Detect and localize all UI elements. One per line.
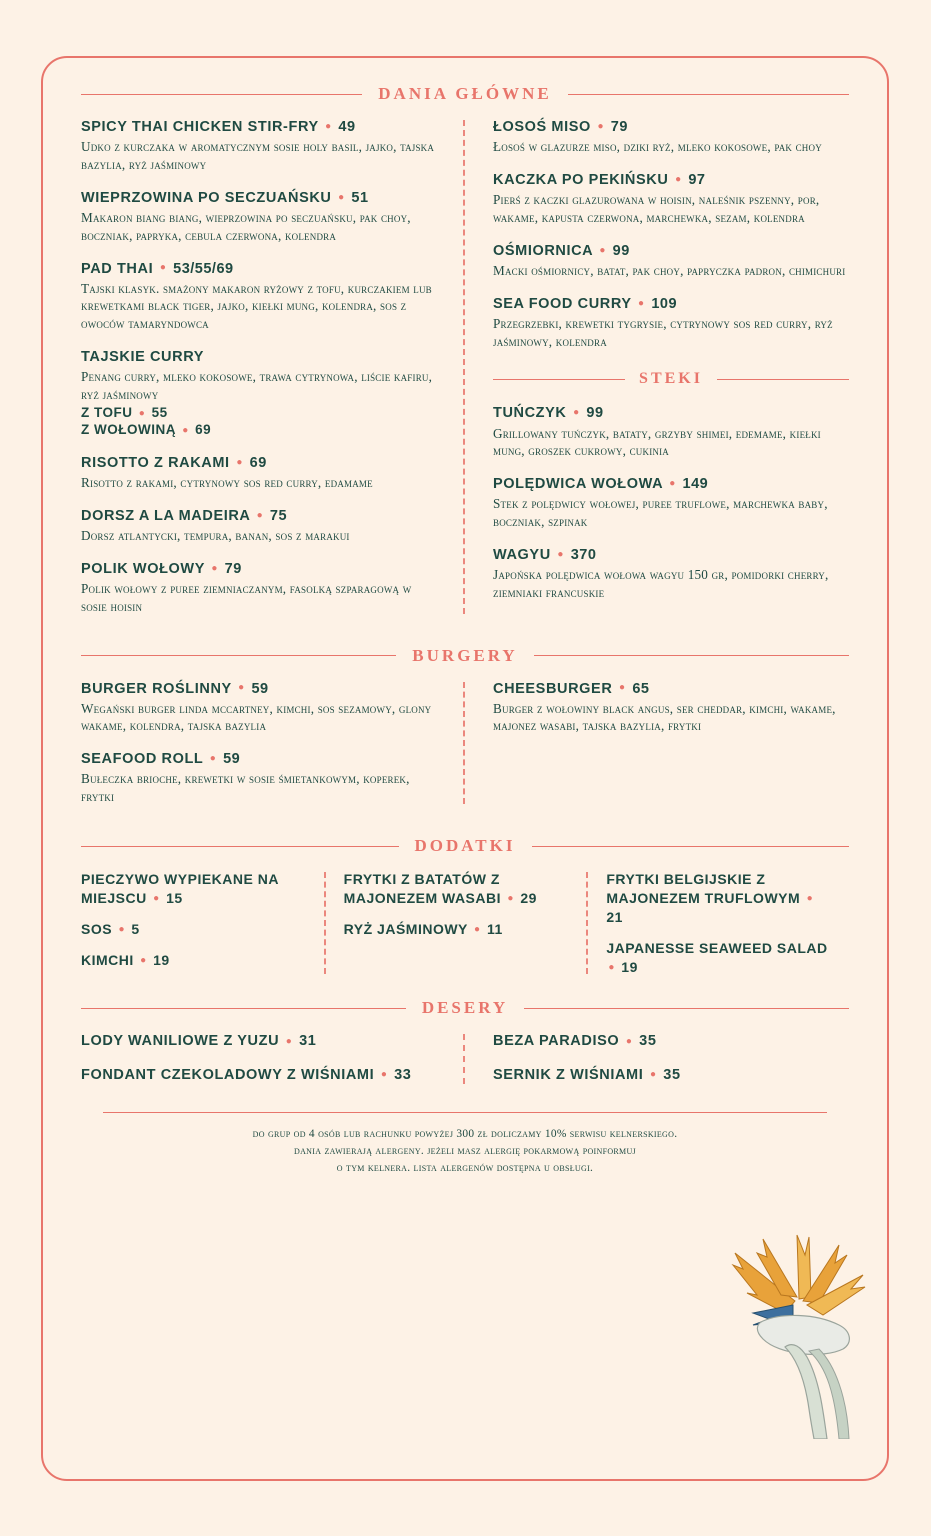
dessert-item-price: 35 (639, 1033, 657, 1050)
side-item-price: 19 (153, 951, 170, 968)
menu-item (81, 260, 437, 334)
menu-item-price: 51 (351, 189, 369, 206)
menu-item-name (493, 404, 849, 422)
menu-item-description: Tajski klasyk. smażony makaron ryżowy z tofu, kurczakiem lub krewetkami black tiger, jajko, kiełki mung, kolendra, sos z owoców tamaryndowca (81, 280, 432, 332)
menu-item-description: Wegański burger linda mccartney, kimchi, sos sezamowy, glony wakame, kolendra, tajska bazylia (81, 700, 432, 734)
menu-item-title: SEA FOOD CURRY (493, 295, 632, 312)
bullet-icon: ● (806, 893, 814, 905)
dessert-item (493, 1066, 849, 1086)
menu-item-title: OŚMIORNICA (493, 242, 593, 259)
menu-item (493, 118, 849, 156)
side-item-name: FRYTKI Z BATATÓW Z MAJONEZEM WASABI (343, 871, 502, 906)
menu-item-name (493, 171, 849, 189)
menu-item-title: DORSZ A LA MADEIRA (81, 507, 250, 524)
column-divider (463, 120, 465, 614)
rule-right (717, 379, 849, 380)
menu-item (493, 680, 849, 736)
side-item-price: 29 (520, 889, 537, 906)
menu-item-price: 109 (651, 295, 678, 312)
menu-item-price: 69 (249, 454, 267, 471)
dessert-item-name: LODY WANILIOWE Z YUZU (81, 1033, 280, 1050)
menu-item (81, 507, 437, 545)
sides-column-1 (81, 870, 324, 976)
rule-left (81, 94, 362, 95)
section-title-burgers: BURGERY (412, 645, 518, 665)
menu-item-title: BURGER ROŚLINNY (81, 680, 232, 697)
rule-right (568, 94, 849, 95)
menu-item-name (493, 118, 849, 136)
menu-item-description: Stek z polędwicy wołowej, puree truflowe, marchewka baby, boczniak, szpinak (493, 496, 828, 530)
section-title-steaks: STEKI (639, 370, 703, 388)
side-item-price: 21 (606, 908, 623, 925)
menu-item-price: 370 (570, 546, 597, 563)
bullet-icon: ● (675, 173, 682, 185)
menu-item-description: Grillowany tuńczyk, bataty, grzyby shimei, edemame, kiełki mung, groszek cukrowy, cukinia (493, 425, 821, 459)
menu-item-title: SPICY THAI CHICKEN STIR-FRY (81, 119, 319, 135)
rule-right (534, 655, 849, 656)
side-item-name: JAPANESSE SEAWEED SALAD (606, 939, 828, 956)
burgers-right-column (465, 680, 849, 807)
rule-left (81, 846, 399, 847)
side-item (344, 870, 569, 908)
menu-item-name (81, 454, 437, 472)
menu-item-name (493, 295, 849, 313)
dessert-item (81, 1032, 437, 1052)
menu-item-name (493, 242, 849, 260)
menu-item (81, 118, 437, 174)
menu-item-description: Polik wołowy z puree ziemniaczanym, fasolką szparagową w sosie hoisin (81, 580, 412, 614)
column-divider (463, 1034, 465, 1083)
bullet-icon: ● (338, 191, 345, 203)
menu-item-price: 65 (632, 680, 650, 697)
menu-item-variant (81, 404, 437, 422)
menu-item-name (493, 680, 849, 698)
rule-right (532, 846, 850, 847)
bullet-icon: ● (256, 509, 264, 521)
menu-item-title: WAGYU (493, 546, 551, 563)
section-header-sides (81, 836, 849, 856)
side-item-name: PIECZYWO WYPIEKANE NA MIEJSCU (81, 871, 279, 906)
side-item-price: 19 (621, 958, 638, 975)
menu-item (81, 560, 437, 616)
menu-item-description: Makaron biang biang, wieprzowina po seczuańsku, pak choy, boczniak, papryka, cebula czerwona, kolendra (81, 209, 411, 243)
menu-item-title: POLIK WOŁOWY (81, 560, 205, 577)
bullet-icon: ● (236, 456, 243, 468)
section-header-steaks (493, 370, 849, 388)
menu-item-description: Łosoś w glazurze miso, dziki ryż, mleko kokosowe, pak choy (493, 139, 822, 155)
mains-left-column (81, 118, 463, 616)
menu-item (493, 242, 849, 280)
menu-item-name (81, 189, 437, 207)
bullet-icon: ● (573, 407, 580, 419)
variant-label: Z TOFU (81, 404, 133, 420)
dessert-item-price: 31 (299, 1033, 317, 1050)
bullet-icon: ● (138, 407, 146, 419)
sides-column-2 (326, 870, 587, 976)
column-divider (586, 872, 588, 974)
menu-item (493, 295, 849, 351)
side-item-name: KIMCHI (81, 951, 134, 968)
desserts-left-column (81, 1032, 463, 1085)
section-title-sides: DODATKI (414, 836, 516, 856)
menu-item (493, 475, 849, 531)
menu-item (81, 348, 437, 439)
menu-item-title: TUŃCZYK (493, 405, 567, 422)
side-item-name: SOS (81, 920, 113, 937)
menu-item-description: Japońska polędwica wołowa wagyu 150 gr, pomidorki cherry, ziemniaki francuskie (493, 567, 829, 600)
menu-item-price: 97 (688, 171, 706, 188)
desserts-columns (81, 1032, 849, 1085)
menu-item-description: Udko z kurczaka w aromatycznym sosie holy basil, jajko, tajska bazylia, ryż jaśminowy (81, 139, 435, 172)
footer-note (81, 1126, 849, 1177)
bullet-icon: ● (625, 1035, 633, 1047)
bullet-icon: ● (159, 262, 167, 274)
menu-item-description: Risotto z rakami, cytrynowy sos red curry, edamame (81, 475, 373, 491)
bullet-icon: ● (599, 244, 606, 256)
menu-item-name: TAJSKIE CURRY (81, 349, 205, 366)
dessert-item-name: FONDANT CZEKOLADOWY Z WIŚNIAMI (81, 1067, 375, 1084)
variant-label: Z WOŁOWINĄ (81, 422, 176, 438)
menu-item-description: Pierś z kaczki glazurowana w hoisin, naleśnik pszenny, por, wakame, kapusta czerwona, marchewka, sezam, kolendra (493, 192, 820, 225)
menu-item-price: 79 (610, 119, 628, 135)
section-header-mains (81, 84, 849, 104)
side-item (344, 920, 569, 939)
bullet-icon: ● (619, 682, 626, 694)
side-item-price: 15 (166, 889, 183, 906)
menu-item (81, 750, 437, 806)
side-item (81, 951, 306, 970)
dessert-item-price: 33 (394, 1067, 412, 1084)
menu-content (43, 58, 887, 1479)
section-header-desserts (81, 998, 849, 1018)
menu-item-name (81, 560, 437, 578)
menu-item-price: 99 (612, 242, 630, 259)
menu-item-variant (81, 421, 437, 439)
menu-item-price: 53/55/69 (173, 260, 234, 277)
bullet-icon: ● (669, 478, 676, 490)
rule-left (81, 655, 396, 656)
menu-item-title: ŁOSOŚ MISO (493, 119, 591, 135)
side-item (81, 920, 306, 939)
menu-item-description: Burger z wołowiny black angus, ser cheddar, kimchi, wakame, majonez wasabi, tajska bazylia, frytki (493, 700, 836, 734)
menu-item-title: CHEESBURGER (493, 680, 613, 697)
bullet-icon: ● (118, 924, 126, 936)
menu-item-title: SEAFOOD ROLL (81, 751, 204, 768)
column-divider (463, 682, 465, 805)
bullet-icon: ● (650, 1069, 657, 1081)
dessert-item-name: BEZA PARADISO (493, 1033, 620, 1050)
bullet-icon: ● (211, 562, 219, 574)
menu-item-name (493, 475, 849, 493)
dessert-item (81, 1066, 437, 1086)
bullet-icon: ● (557, 548, 565, 560)
menu-item-price: 79 (224, 560, 242, 577)
menu-item-name (81, 750, 437, 768)
bullet-icon: ● (325, 120, 332, 132)
mains-columns (81, 118, 849, 616)
section-title-mains: DANIA GŁÓWNE (378, 84, 552, 103)
variant-price: 69 (195, 422, 212, 438)
bullet-icon: ● (140, 955, 147, 967)
bullet-icon: ● (285, 1035, 293, 1047)
dessert-item (493, 1032, 849, 1052)
menu-item (493, 404, 849, 460)
variant-price: 55 (151, 404, 168, 420)
bullet-icon: ● (597, 120, 605, 132)
section-header-burgers (81, 646, 849, 666)
bullet-icon: ● (608, 962, 615, 974)
column-divider (324, 872, 326, 974)
menu-item-price: 75 (269, 507, 288, 524)
menu-item-description: Penang curry, mleko kokosowe, trawa cytrynowa, liście kafiru, ryż jaśminowy (81, 369, 433, 402)
sides-columns (81, 870, 849, 976)
bullet-icon: ● (474, 924, 481, 936)
menu-item (81, 189, 437, 245)
menu-item (81, 454, 437, 492)
burgers-columns (81, 680, 849, 807)
footer-line-3: o tym kelnera. lista alergenów dostępna u obsługi. (336, 1161, 594, 1174)
burgers-left-column (81, 680, 463, 807)
side-item-name: FRYTKI BELGIJSKIE Z MAJONEZEM TRUFLOWYM (606, 871, 801, 906)
menu-item-price: 99 (586, 405, 604, 422)
side-item (606, 939, 831, 977)
side-item-price: 5 (131, 920, 140, 937)
bullet-icon: ● (153, 893, 160, 905)
dessert-item-price: 35 (663, 1067, 681, 1084)
menu-item (493, 171, 849, 227)
bullet-icon: ● (182, 425, 189, 437)
menu-page (41, 56, 889, 1481)
side-item-name: RYŻ JAŚMINOWY (343, 920, 468, 937)
menu-item-name (493, 546, 849, 564)
bullet-icon: ● (507, 893, 514, 905)
menu-item-name (81, 680, 437, 698)
footer-line-1: do grup od 4 osób lub rachunku powyżej 300 zł doliczamy 10% serwisu kelnerskiego. (252, 1127, 678, 1140)
menu-item-description: Bułeczka brioche, krewetki w sosie śmietankowym, koperek, frytki (81, 771, 410, 805)
menu-item-description: Macki ośmiornicy, batat, pak choy, papryczka padron, chimichuri (493, 262, 846, 278)
section-title-desserts: DESERY (421, 998, 509, 1018)
footer-line-2: dania zawierają alergeny. jeżeli masz alergię pokarmową poinformuj (294, 1144, 636, 1157)
menu-item-name (81, 507, 437, 525)
footer-divider (103, 1112, 827, 1113)
side-item-price: 11 (486, 920, 503, 937)
menu-item-name (81, 260, 437, 278)
side-item (81, 870, 306, 908)
menu-item-title: WIEPRZOWINA PO SECZUAŃSKU (81, 189, 332, 206)
menu-item-title: RISOTTO Z RAKAMI (81, 454, 230, 471)
rule-left (493, 379, 625, 380)
menu-item (493, 546, 849, 602)
bullet-icon: ● (238, 682, 245, 694)
bullet-icon: ● (638, 297, 645, 309)
menu-item-price: 59 (223, 751, 241, 768)
menu-item (81, 680, 437, 736)
menu-item-price: 149 (682, 476, 709, 493)
menu-item-description: Przegrzebki, krewetki tygrysie, cytrynowy sos red curry, ryż jaśminowy, kolendra (493, 315, 833, 349)
side-item (606, 870, 831, 927)
desserts-right-column (465, 1032, 849, 1085)
menu-item-title: KACZKA PO PEKIŃSKU (493, 171, 669, 188)
rule-right (524, 1008, 849, 1009)
menu-item-price: 49 (338, 119, 356, 135)
menu-item-title: POLĘDWICA WOŁOWA (493, 476, 663, 493)
menu-item-title: PAD THAI (81, 260, 154, 277)
menu-item-name (81, 118, 437, 136)
bullet-icon: ● (380, 1069, 388, 1081)
sides-column-3 (588, 870, 849, 976)
menu-item-description: Dorsz atlantycki, tempura, banan, sos z marakui (81, 527, 350, 543)
menu-item-price: 59 (251, 680, 269, 697)
bullet-icon: ● (209, 753, 217, 765)
mains-right-column (465, 118, 849, 616)
dessert-item-name: SERNIK Z WIŚNIAMI (493, 1067, 644, 1084)
rule-left (81, 1008, 406, 1009)
bird-of-paradise-flower-icon (723, 1209, 873, 1439)
